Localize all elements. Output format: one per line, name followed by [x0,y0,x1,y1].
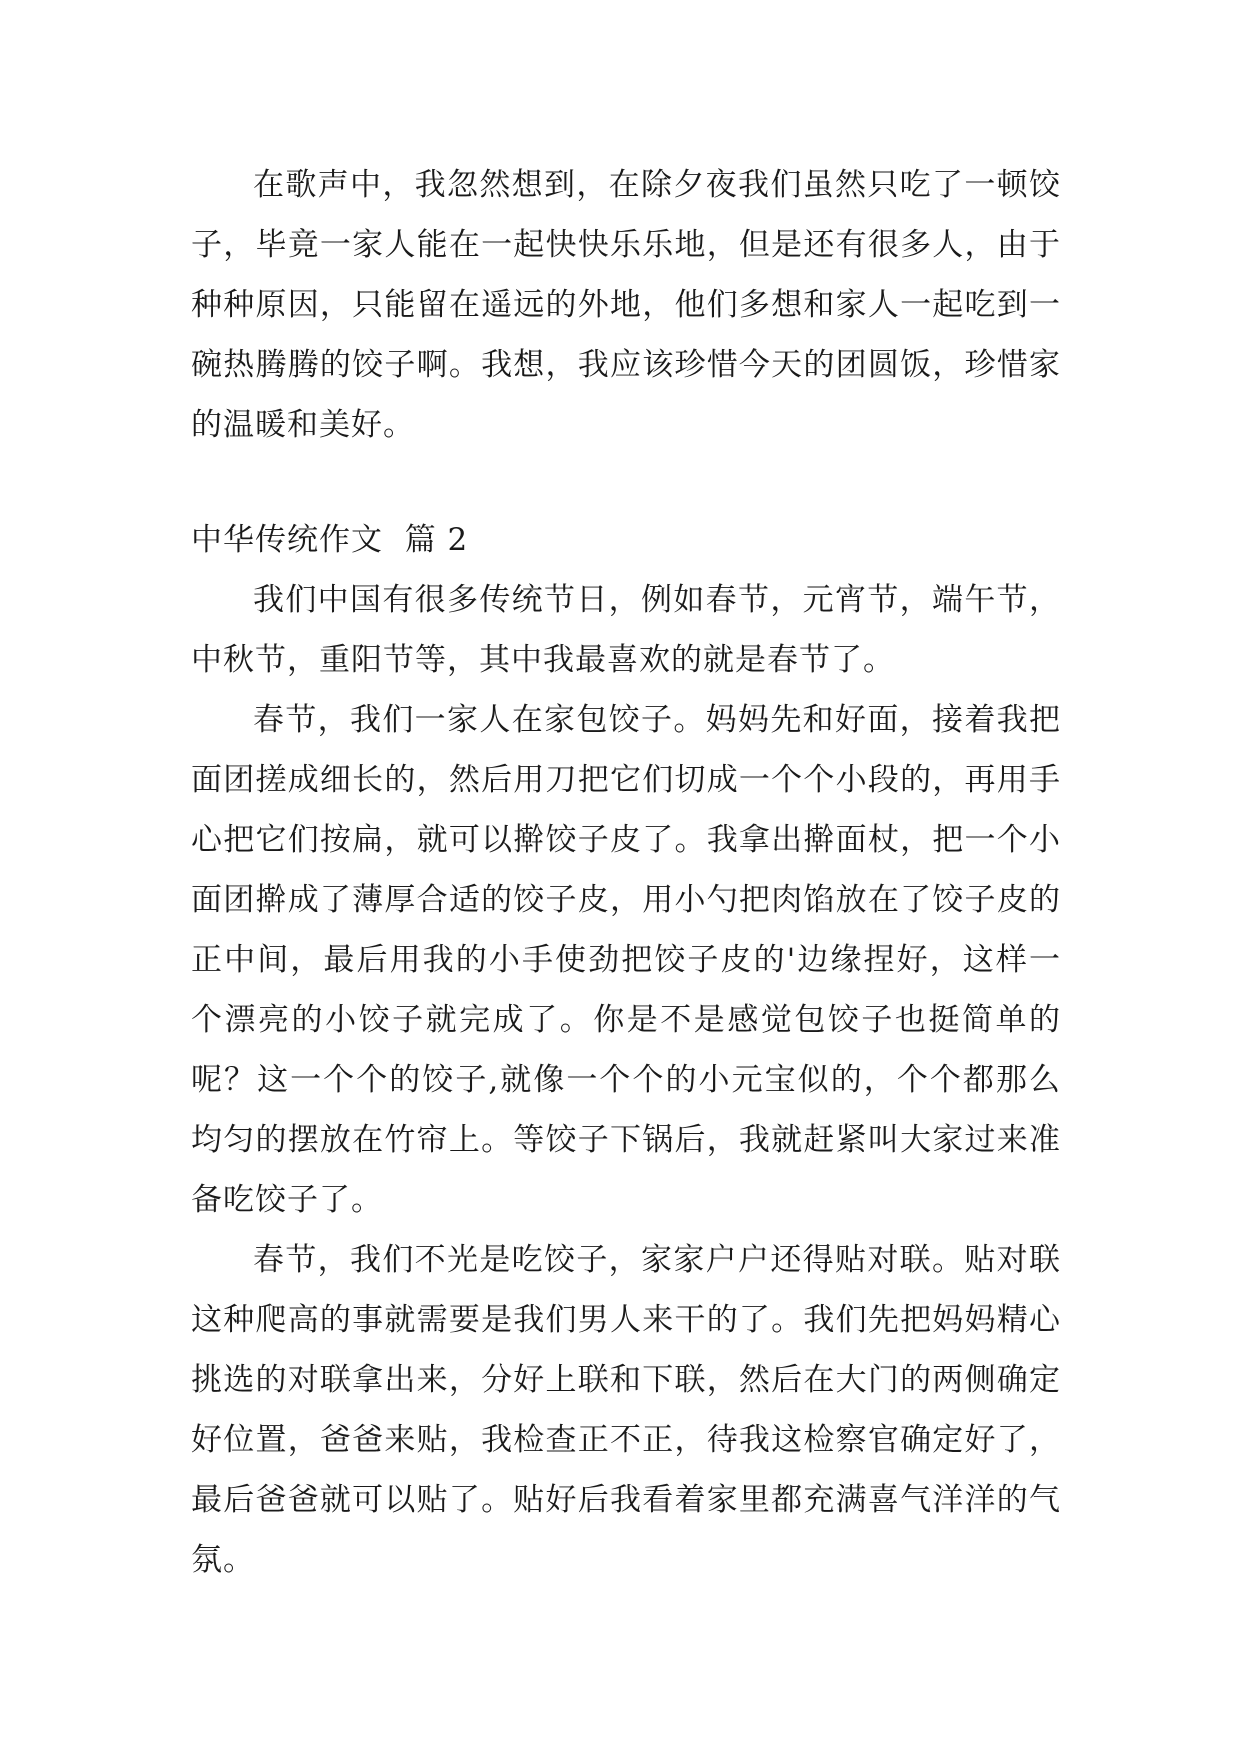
paragraph-2: 我们中国有很多传统节日，例如春节，元宵节，端午节，中秋节，重阳节等，其中我最喜欢的就是春节了。 [191,582,1061,678]
text-block-main [191,570,1061,1590]
section-title: 中华传统作文 篇 2 [191,522,469,558]
paragraph-1: 在歌声中，我忽然想到，在除夕夜我们虽然只吃了一顿饺子，毕竟一家人能在一起快快乐乐地，但是还有很多人，由于种种原因，只能留在遥远的外地，他们多想和家人一起吃到一碗热腾腾的饺子啊。我想，我应该珍惜今天的团圆饭，珍惜家的温暖和美好。 [191,167,1061,443]
text-block-top [191,155,1061,455]
section-heading-block [191,510,1061,570]
paragraph-4: 春节，我们不光是吃饺子，家家户户还得贴对联。贴对联这种爬高的事就需要是我们男人来干的了。我们先把妈妈精心挑选的对联拿出来，分好上联和下联，然后在大门的两侧确定好位置，爸爸来贴，我检查正不正，待我这检察官确定好了，最后爸爸就可以贴了。贴好后我看着家里都充满喜气洋洋的气氛。 [191,1242,1061,1578]
paragraph-3: 春节，我们一家人在家包饺子。妈妈先和好面，接着我把面团搓成细长的，然后用刀把它们切成一个个小段的，再用手心把它们按扁，就可以擀饺子皮了。我拿出擀面杖，把一个小面团擀成了薄厚合适的饺子皮，用小勺把肉馅放在了饺子皮的正中间，最后用我的小手使劲把饺子皮的'边缘捏好，这样一个漂亮的小饺子就完成了。你是不是感觉包饺子也挺简单的呢？这一个个的饺子,就像一个个的小元宝似的，个个都那么均匀的摆放在竹帘上。等饺子下锅后，我就赶紧叫大家过来准备吃饺子了。 [191,702,1061,1218]
